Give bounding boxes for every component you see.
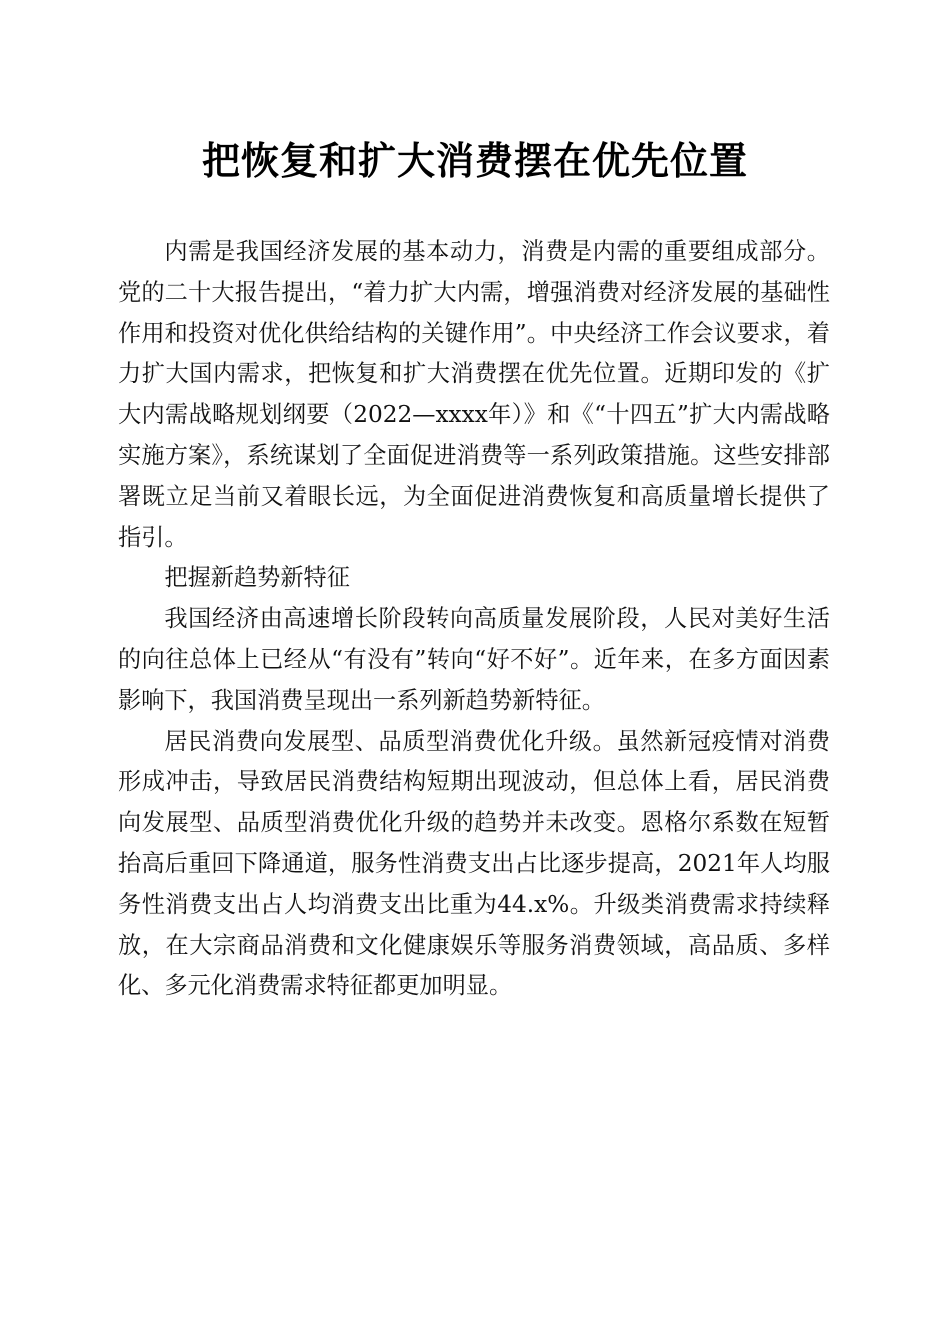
paragraph-trend-overview: 我国经济由高速增长阶段转向高质量发展阶段，人民对美好生活的向往总体上已经从“有没有”转向“好不好”。近年来，在多方面因素影响下，我国消费呈现出一系列新趋势新特征。 [118,605,830,714]
paragraph-intro: 内需是我国经济发展的基本动力，消费是内需的重要组成部分。党的二十大报告提出，“着力扩大内需，增强消费对经济发展的基础性作用和投资对优化供给结构的关键作用”。中央经济工作会议要求，着力扩大国内需求，把恢复和扩大消费摆在优先位置。近期印发的《扩大内需战略规划纲要（2022—xxxx年）》和《“十四五”扩大内需战略实施方案》，系统谋划了全面促进消费等一系列政策措施。这些安排部署既立足当前又着眼长远，为全面促进消费恢复和高质量增长提供了指引。 [118,238,830,551]
document-body [118,232,830,1007]
section-heading: 把握新趋势新特征 [164,564,350,592]
paragraph-consumption-upgrade: 居民消费向发展型、品质型消费优化升级。虽然新冠疫情对消费形成冲击，导致居民消费结构短期出现波动，但总体上看，居民消费向发展型、品质型消费优化升级的趋势并未改变。恩格尔系数在短暂抬高后重回下降通道，服务性消费支出占比逐步提高，2021年人均服务性消费支出占人均消费支出比重为44.x%。升级类消费需求持续释放，在大宗商品消费和文化健康娱乐等服务消费领域，高品质、多样化、多元化消费需求特征都更加明显。 [118,727,830,1000]
document-title: 把恢复和扩大消费摆在优先位置 [201,138,748,183]
